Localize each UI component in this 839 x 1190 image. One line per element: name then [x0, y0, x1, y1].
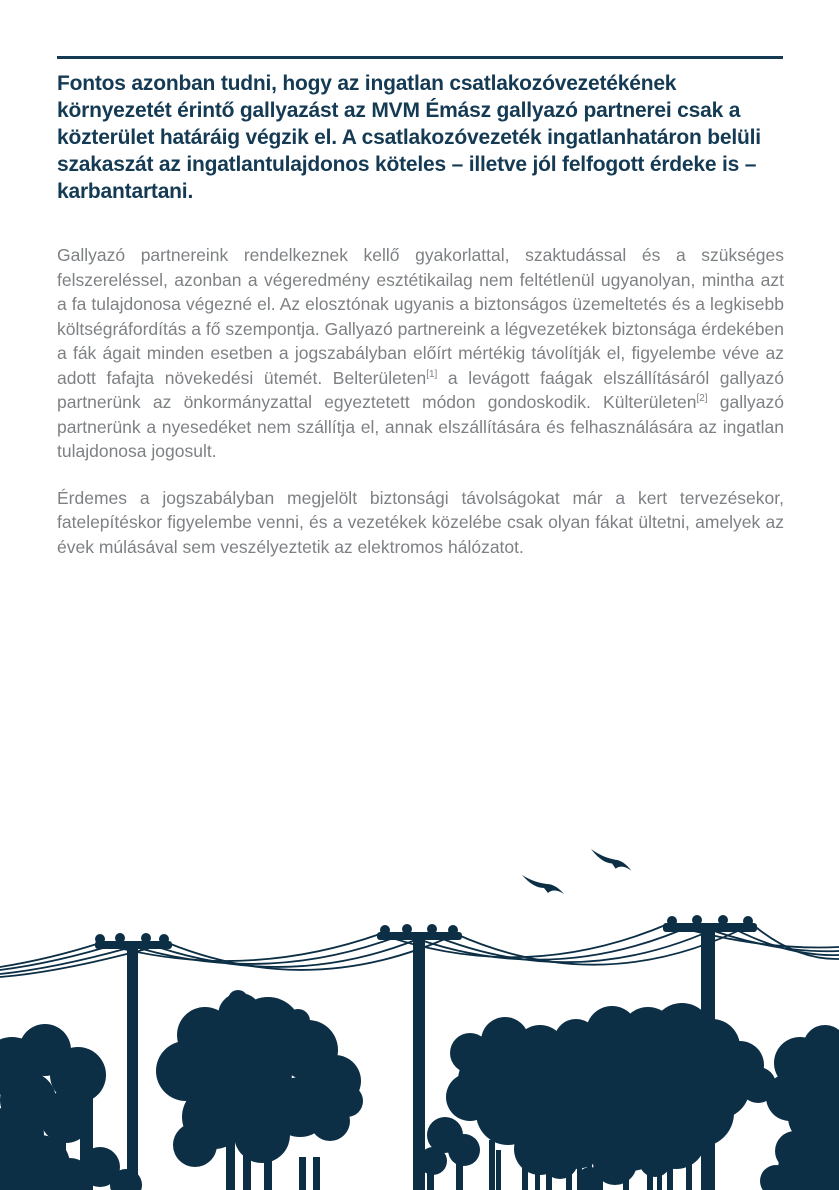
tree-silhouette: [419, 1003, 776, 1190]
body-paragraph-1: [57, 243, 784, 464]
paragraph-text: Gallyazó partnereink rendelkeznek kellő gyakorlattal, szaktudással és a szükséges felszereléssel, azonban a végeredmény esztétikailag nem feltétlenül ugyanolyan, mintha azt a fa tulajdonosa végezné el. Az elosztónak ugyanis a biztonságos üzemeltetés és a legkisebb költségráfordítás a fő szempontja. Gallyazó partnereink a légvezetékek biztonsága érdekében a fák ágait minden esetben a jogszabályban előírt mértékig távolítják el, figyelembe véve az adott fafajta növekedési ütemét. Belterületen: [57, 245, 784, 388]
footnote-ref-2: [2]: [696, 393, 708, 405]
body-paragraph-2: Érdemes a jogszabályban megjelölt biztonsági távolságokat már a kert tervezésekor, fatelepítéskor figyelembe venni, és a vezetékek közelébe csak olyan fákat ültetni, amelyek az évek múlásával sem veszélyeztetik az elektromos hálózatot.: [57, 487, 784, 557]
bird-icon: [590, 849, 633, 871]
page-title: Fontos azonban tudni, hogy az ingatlan csatlakozóvezetékének környezetét érintő gallyazást az MVM Émász gallyazó partnerei csak a közterület határáig végzik el. A csatlakozóvezeték ingatlanhatáron belüli szakaszát az ingatlantulajdonos köteles – illetve jól felfogott érdeke is – karbantartani.: [57, 72, 761, 203]
tree-silhouette: [760, 1025, 839, 1190]
tree-silhouette: [0, 990, 363, 1190]
paragraph-text: a levágott faágak elszállításáról gallyazó partnerünk az önkormányzattal egyeztetett módon gondoskodik. Külterületen: [57, 367, 784, 412]
paragraph-text: gallyazó partnerünk a nyesedéket nem szállítja el, annak elszállítására és felhasználására az ingatlan tulajdonosa jogosult.: [57, 392, 784, 461]
power-lines-illustration: [0, 835, 839, 1190]
top-divider: [57, 56, 783, 59]
body-text: [57, 243, 784, 559]
footnote-ref-1: [1]: [426, 368, 438, 380]
bird-icon: [522, 875, 564, 894]
